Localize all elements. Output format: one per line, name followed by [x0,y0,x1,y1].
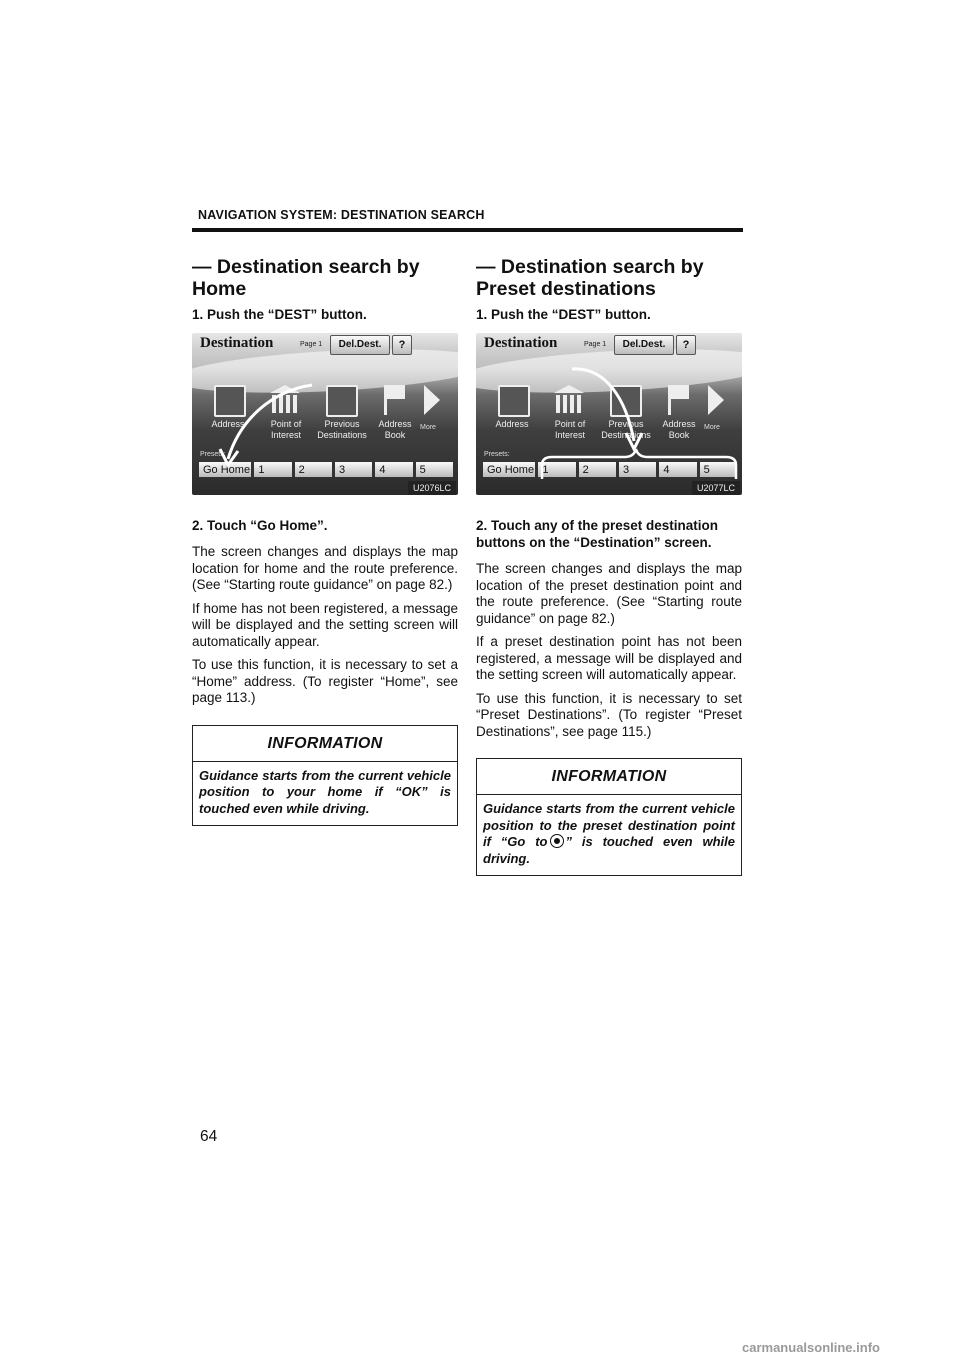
step-2-preset: 2. Touch any of the preset destination buttons on the “Destination” screen. [476,518,719,550]
section-home [192,256,458,826]
previous-destinations-label: Previous Destinations [317,419,367,440]
image-code: U2077LC [692,481,740,495]
preset-3-button: 3 [618,461,657,478]
help-button: ? [676,335,696,355]
help-button: ? [392,335,412,355]
paragraph: The screen changes and displays the map location for home and the route preference. (See “Starting route guidance” on page 82.) [192,544,458,592]
go-home-button: Go Home [198,461,252,478]
presets-label: Presets: [200,451,226,458]
pointer-arrow-icon [476,333,742,495]
preset-5-button: 5 [415,461,454,478]
preset-1-button: 1 [253,461,292,478]
more-label: More [704,424,720,431]
address-label: Address [211,419,245,429]
screen-page-label: Page 1 [300,341,323,348]
information-box-home [192,725,458,827]
address-book-label: Address Book [378,419,412,440]
running-header: NAVIGATION SYSTEM: DESTINATION SEARCH [198,208,485,222]
destination-screenshot-preset [476,333,742,495]
page-number: 64 [200,1128,218,1145]
header-rule [192,228,743,232]
go-to-button-icon [550,834,564,848]
preset-2-button: 2 [578,461,617,478]
pointer-arrow-icon [192,333,458,495]
step-1-preset: 1. Push the “DEST” button. [476,307,651,322]
information-title: INFORMATION [193,726,457,762]
go-home-button: Go Home [482,461,536,478]
paragraph: To use this function, it is necessary to set “Preset Destinations”. (To register “Preset Destinations”, see page 115.) [476,690,742,739]
watermark: carmanualsonline.info [742,1340,880,1355]
presets-label: Presets: [484,451,510,458]
section-preset [476,256,742,876]
information-box-preset [476,758,742,876]
destination-screenshot-home [192,333,458,495]
paragraph: To use this function, it is necessary to set a “Home” address. (To register “Home”, see page 113.) [192,657,458,705]
preset-3-button: 3 [334,461,373,478]
poi-label: Point of Interest [554,419,586,440]
preset-5-button: 5 [699,461,738,478]
screen-title: Destination [200,335,274,351]
preset-4-button: 4 [374,461,413,478]
section-title-preset: — Destination search by Preset destinations [476,256,704,300]
step-1-home: 1. Push the “DEST” button. [192,307,367,322]
image-code: U2076LC [408,481,456,495]
paragraph: The screen changes and displays the map location of the preset destination point and the route preference. (See “Starting route guidance” on page 82.) [476,561,742,626]
preset-2-button: 2 [294,461,333,478]
paragraph: If a preset destination point has not been registered, a message will be displayed and the setting screen will automatically appear. [476,634,742,682]
del-dest-button: Del.Dest. [330,335,390,355]
del-dest-button: Del.Dest. [614,335,674,355]
preset-4-button: 4 [658,461,697,478]
poi-label: Point of Interest [270,419,302,440]
preset-1-button: 1 [537,461,576,478]
address-book-label: Address Book [662,419,696,440]
information-text: Guidance starts from the current vehicle position to the preset destination point if “Go to ” is touched even while driving. [483,801,735,866]
screen-page-label: Page 1 [584,341,607,348]
section-title-home: — Destination search by Home [192,256,420,300]
previous-destinations-label: Previous Destinations [601,419,651,440]
paragraph: If home has not been registered, a message will be displayed and the setting screen will automatically appear. [192,600,458,649]
information-title: INFORMATION [477,759,741,795]
information-text: Guidance starts from the current vehicle position to your home if “OK” is touched even while driving. [199,767,451,816]
screen-title: Destination [484,335,558,351]
step-2-home: 2. Touch “Go Home”. [192,518,328,533]
more-label: More [420,424,436,431]
address-label: Address [495,419,529,429]
